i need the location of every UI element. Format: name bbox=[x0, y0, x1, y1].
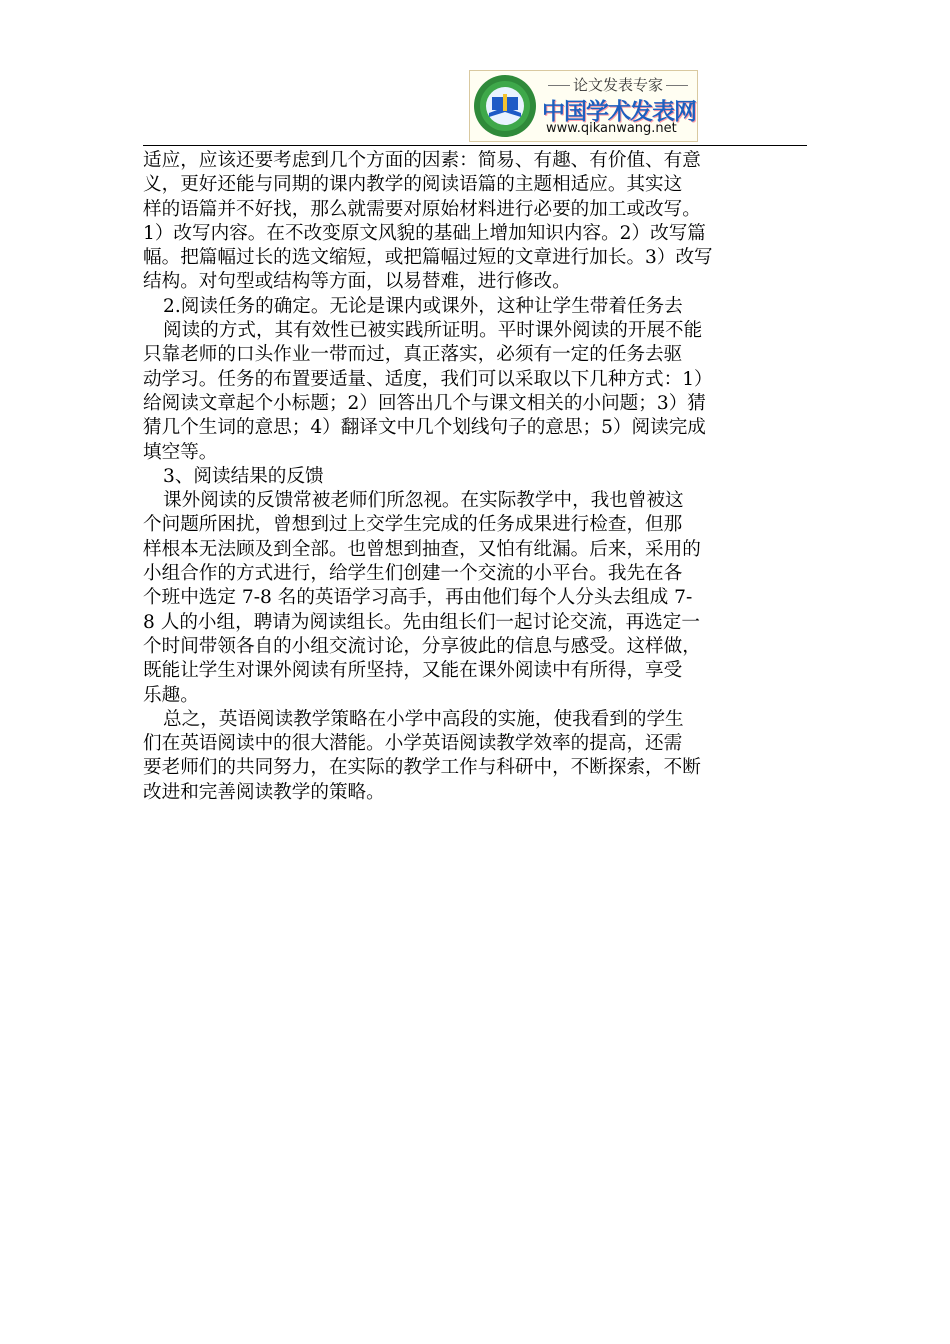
banner-site-name: 中国学术发表网 bbox=[542, 99, 696, 125]
body-line: 乐趣。 bbox=[143, 684, 199, 706]
body-line: 个时间带领各自的小组交流讨论，分享彼此的信息与感受。这样做， bbox=[143, 635, 701, 657]
body-line: 义，更好还能与同期的课内教学的阅读语篇的主题相适应。其实这 bbox=[143, 174, 683, 196]
body-line: 2.阅读任务的确定。无论是课内或课外，这种让学生带着任务去 bbox=[163, 295, 683, 317]
body-line: 填空等。 bbox=[143, 441, 218, 463]
body-line: 改进和完善阅读教学的策略。 bbox=[143, 781, 385, 803]
body-line: 样根本无法顾及到全部。也曾想到抽查，又怕有纰漏。后来，采用的 bbox=[143, 538, 701, 560]
body-line: 幅。把篇幅过长的选文缩短，或把篇幅过短的文章进行加长。3）改写 bbox=[143, 247, 713, 269]
banner-url[interactable]: www.qikanwang.net bbox=[546, 121, 677, 136]
body-line: 结构。对句型或结构等方面，以易替难，进行修改。 bbox=[143, 271, 571, 293]
body-line: 课外阅读的反馈常被老师们所忽视。在实际教学中，我也曾被这 bbox=[163, 490, 684, 512]
body-line: 个问题所困扰，曾想到过上交学生完成的任务成果进行检查，但那 bbox=[143, 514, 683, 536]
body-line: 小组合作的方式进行，给学生们创建一个交流的小平台。我先在各 bbox=[143, 563, 683, 585]
body-line: 个班中选定 7-8 名的英语学习高手，再由他们每个人分头去组成 7- bbox=[143, 587, 693, 609]
document-body bbox=[143, 149, 795, 805]
body-line: 既能让学生对课外阅读有所坚持，又能在课外阅读中有所得，享受 bbox=[143, 660, 683, 682]
body-line: 动学习。任务的布置要适量、适度，我们可以采取以下几种方式：1） bbox=[143, 368, 713, 390]
site-banner[interactable] bbox=[469, 70, 698, 142]
header-divider bbox=[143, 145, 807, 146]
body-line: 总之，英语阅读教学策略在小学中高段的实施，使我看到的学生 bbox=[163, 708, 684, 730]
section-heading: 3、阅读结果的反馈 bbox=[163, 465, 324, 487]
body-line: 要老师们的共同努力，在实际的教学工作与科研中，不断探索，不断 bbox=[143, 757, 701, 779]
body-line: 阅读的方式，其有效性已被实践所证明。平时课外阅读的开展不能 bbox=[163, 320, 703, 342]
body-line: 只靠老师的口头作业一带而过，真正落实，必须有一定的任务去驱 bbox=[143, 344, 683, 366]
body-line: 1）改写内容。在不改变原文风貌的基础上增加知识内容。2）改写篇 bbox=[143, 222, 706, 244]
body-line: 样的语篇并不好找，那么就需要对原始材料进行必要的加工或改写。 bbox=[143, 198, 701, 220]
body-line: 们在英语阅读中的很大潜能。小学英语阅读教学效率的提高，还需 bbox=[143, 733, 683, 755]
emblem-logo-icon bbox=[472, 73, 538, 139]
body-line: 8 人的小组，聘请为阅读组长。先由组长们一起讨论交流，再选定一 bbox=[143, 611, 700, 633]
banner-slogan: 论文发表专家 bbox=[542, 74, 694, 95]
body-line: 给阅读文章起个小标题；2）回答出几个与课文相关的小问题；3）猜 bbox=[143, 392, 706, 414]
body-line: 适应，应该还要考虑到几个方面的因素：简易、有趣、有价值、有意 bbox=[143, 150, 701, 171]
body-line: 猜几个生词的意思；4）翻译文中几个划线句子的意思；5）阅读完成 bbox=[143, 417, 706, 439]
